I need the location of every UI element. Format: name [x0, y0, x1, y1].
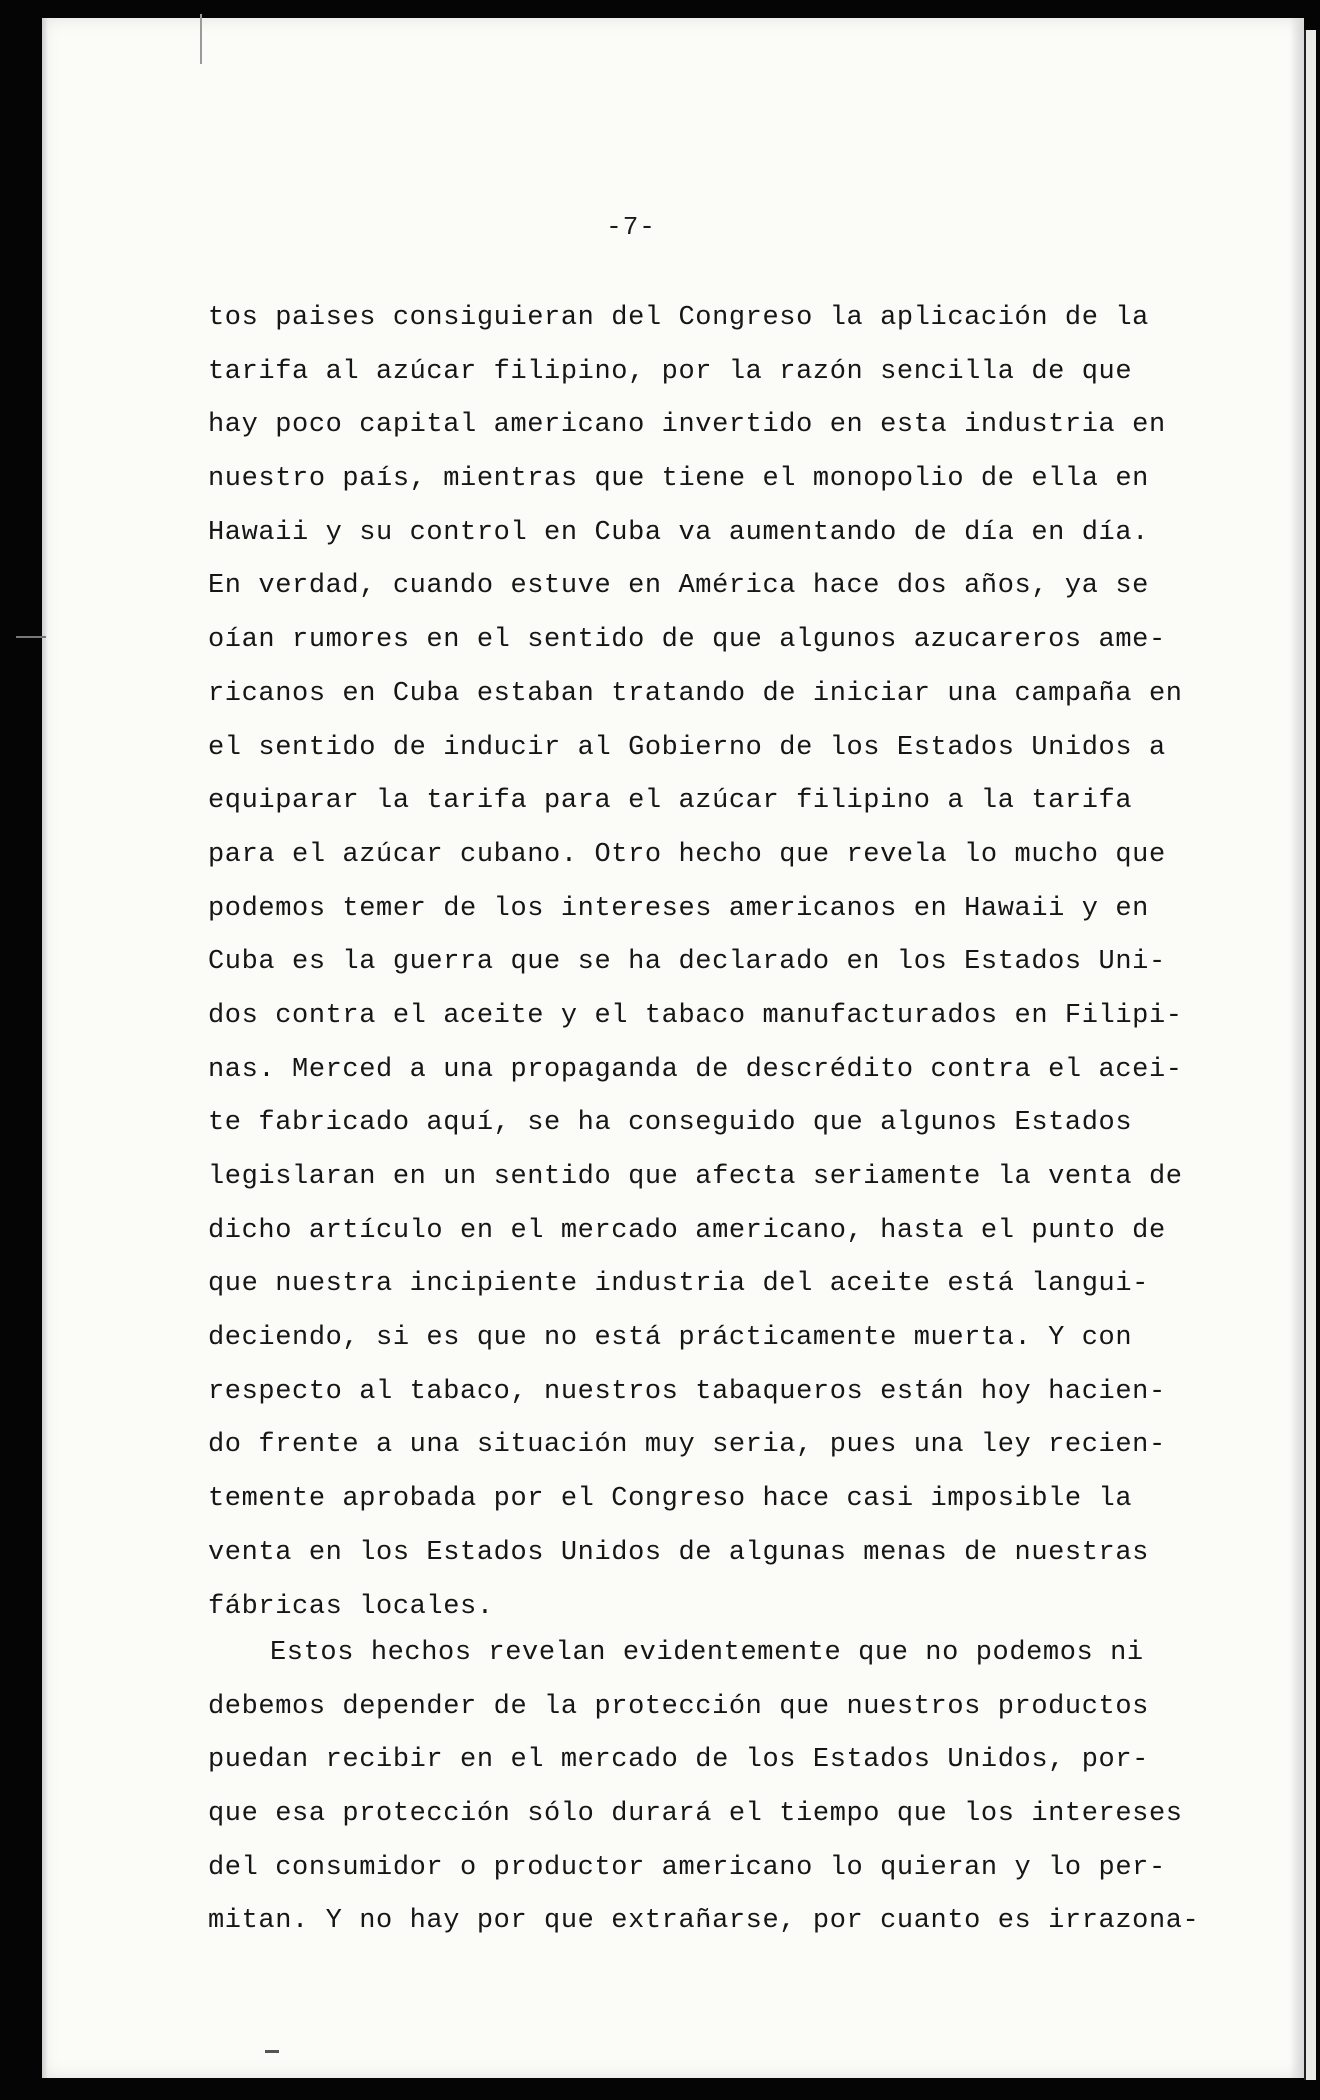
text-line: nuestro país, mientras que tiene el monopolio de ella en [208, 464, 1149, 495]
text-line: que nuestra incipiente industria del aceite está langui- [208, 1269, 1149, 1300]
text-line: podemos temer de los intereses americanos en Hawaii y en [208, 893, 1149, 924]
text-line: deciendo, si es que no está prácticamente muerta. Y con [208, 1323, 1133, 1354]
adjacent-page-edge [1304, 30, 1316, 2080]
text-line: hay poco capital americano invertido en esta industria en [208, 410, 1166, 441]
text-line: el sentido de inducir al Gobierno de los Estados Unidos a [208, 732, 1166, 763]
text-line: fábricas locales. [208, 1591, 494, 1622]
paper-right-edge [1290, 18, 1304, 2078]
text-line: En verdad, cuando estuve en América hace dos años, ya se [208, 571, 1149, 602]
text-line: legislaran en un sentido que afecta seriamente la venta de [208, 1162, 1183, 1192]
paper-left-edge [42, 18, 48, 2078]
text-line: Cuba es la guerra que se ha declarado en los Estados Uni- [208, 947, 1166, 978]
text-line: del consumidor o productor americano lo quieran y lo per- [208, 1852, 1166, 1883]
text-line: debemos depender de la protección que nuestros productos [208, 1691, 1149, 1722]
text-line: tarifa al azúcar filipino, por la razón sencilla de que [208, 356, 1133, 387]
scan-mark [16, 636, 46, 638]
text-line: nas. Merced a una propaganda de descrédito contra el acei- [208, 1054, 1183, 1085]
text-line: venta en los Estados Unidos de algunas menas de nuestras [208, 1537, 1149, 1568]
page-number: -7- [606, 212, 656, 242]
scan-mark [265, 2050, 279, 2053]
text-line: ricanos en Cuba estaban tratando de iniciar una campaña en [208, 678, 1183, 709]
scan-mark [200, 14, 202, 64]
text-line: mitan. Y no hay por que extrañarse, por cuanto es irrazona- [208, 1906, 1200, 1937]
text-line: oían rumores en el sentido de que algunos azucareros ame- [208, 625, 1166, 656]
paragraph-1 [208, 292, 1183, 1634]
text-line: para el azúcar cubano. Otro hecho que revela lo mucho que [208, 839, 1166, 870]
text-line: te fabricado aquí, se ha conseguido que algunos Estados [208, 1108, 1133, 1139]
text-line: Estos hechos revelan evidentemente que no podemos ni [270, 1638, 1144, 1668]
text-line: tos paises consiguieran del Congreso la aplicación de la [208, 303, 1149, 333]
paragraph-2 [208, 1627, 1200, 1949]
text-line: do frente a una situación muy seria, pues una ley recien- [208, 1430, 1166, 1461]
text-line: que esa protección sólo durará el tiempo que los intereses [208, 1799, 1183, 1830]
text-line: puedan recibir en el mercado de los Estados Unidos, por- [208, 1745, 1149, 1776]
text-line: temente aprobada por el Congreso hace casi imposible la [208, 1484, 1133, 1515]
text-line: Hawaii y su control en Cuba va aumentando de día en día. [208, 517, 1149, 548]
text-line: dos contra el aceite y el tabaco manufacturados en Filipi- [208, 1000, 1183, 1031]
text-line: equiparar la tarifa para el azúcar filipino a la tarifa [208, 786, 1133, 817]
text-line: respecto al tabaco, nuestros tabaqueros están hoy hacien- [208, 1376, 1166, 1407]
text-line: dicho artículo en el mercado americano, hasta el punto de [208, 1215, 1166, 1246]
